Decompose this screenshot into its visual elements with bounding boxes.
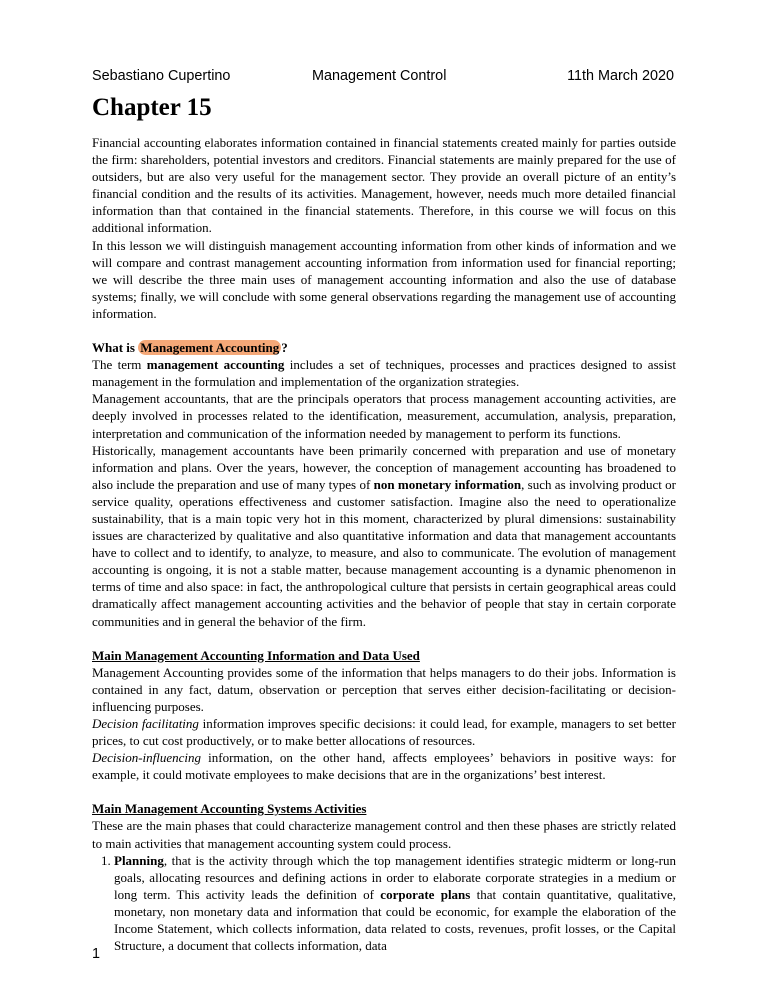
text-run: includes a set of techniques, processes and practices designed to assist management in the formulation and implementation of the organization strategies. xyxy=(92,357,676,390)
section-title-suffix: ? xyxy=(281,340,288,356)
bold-term: non monetary information xyxy=(373,476,522,492)
text-run: , that is the activity through which the top management identifies strategic midterm or long-run goals, allocating resources and defining actions in order to elaborate corporate strategies in a medium or long term. This activity leads the definition of xyxy=(114,852,676,902)
activities-list xyxy=(92,852,676,955)
text-run: information improves specific decisions: it could lead, for example, managers to set better prices, to cut cost productively, or to make better allocations of resources. xyxy=(92,716,677,749)
section-title-management-accounting xyxy=(92,339,676,356)
text-run: information, on the other hand, affects employees’ behaviors in positive ways: for example, it could motivate employees to make decisions that are in the organizations’ best interest. xyxy=(92,750,676,783)
section2-paragraph-2 xyxy=(92,715,676,749)
document-body xyxy=(92,134,676,954)
header-author: Sebastiano Cupertino xyxy=(92,68,231,84)
list-item-planning xyxy=(114,852,676,955)
bold-term: corporate plans xyxy=(380,886,471,902)
text-run: Historically, management accountants have been primarily concerned with preparation and use of monetary information and plans. Over the years, however, the conception of management accounting has broadened to also include the preparation and use of many types of xyxy=(92,442,676,492)
section-title-highlight: Management Accounting xyxy=(140,340,280,356)
section2-paragraph-1: Management Accounting provides some of the information that helps managers to do their jobs. Information is contained in any fact, datum, observation or perception that serves either decision-facilitating or decision-influencing purposes. xyxy=(92,664,676,714)
intro-paragraph-1: Financial accounting elaborates information contained in financial statements created mainly for parties outside the firm: shareholders, potential investors and creditors. Financial statements are mainly prepared for the use of outsiders, but are also very useful for the management sector. They provide an overall picture of an entity’s financial condition and the results of its activities. Management, however, needs much more detailed financial information than that contained in the financial statements. Therefore, in this course we will focus on this additional information. xyxy=(92,135,676,236)
section3-intro: These are the main phases that could characterize management control and then these phases are strictly related to main activities that management accounting system could process. xyxy=(92,818,676,851)
page-number: 1 xyxy=(92,946,101,962)
section-title-prefix: What is xyxy=(92,340,139,356)
bold-term: Planning xyxy=(114,852,164,868)
header-course: Management Control xyxy=(312,68,447,84)
intro-paragraph-2: In this lesson we will distinguish management accounting information from other kinds of information and we will compare and contrast management accounting information from information used for financial reporting; we will describe the three main uses of management accounting information and also the use of database systems; finally, we will conclude with some general observations regarding the management use of accounting information. xyxy=(92,237,676,321)
text-run: The term xyxy=(92,357,147,373)
header-date: 11th March 2020 xyxy=(567,68,674,84)
section-title-systems-activities: Main Management Accounting Systems Activities xyxy=(92,801,367,817)
section2-paragraph-3 xyxy=(92,749,676,783)
section-title-information-data: Main Management Accounting Information and Data Used xyxy=(92,647,420,663)
chapter-title: Chapter 15 xyxy=(92,94,212,121)
italic-term: Decision facilitating xyxy=(92,716,199,731)
section1-paragraph-1 xyxy=(92,356,676,390)
text-run: that contain quantitative, qualitative, monetary, non monetary data and information that could be economic, for example the elaboration of the Income Statement, which collects information, data related to costs, revenues, profit losses, or the Capital Structure, a document that collects information, data xyxy=(114,886,676,954)
section1-paragraph-2: Management accountants, that are the principals operators that process management accounting activities, are deeply involved in processes related to the identification, measurement, accumulation, analysis, preparation, interpretation and communication of the information needed by management to perform its functions. xyxy=(92,391,676,441)
section1-paragraph-3 xyxy=(92,442,676,630)
text-run: , such as involving product or service quality, operations effectiveness and customer satisfaction. Imagine also the need to operationalize sustainability, that is a main topic very hot in this moment, characterized by plural dimensions: sustainability issues are characterized by qualitative and also quantitative information and data that management accountants have to collect and to identify, to analyze, to measure, and also to communicate. The evolution of management accounting is ongoing, it is not a stable matter, because management accounting is a dynamic phenomenon in terms of time and also space: in fact, the anthropological culture that persists in certain geographical areas could dramatically affect management accounting activities and the behavior of people that stay in certain corporate communities and in general the behavior of the firm. xyxy=(92,476,676,629)
bold-term: management accounting xyxy=(146,357,285,373)
italic-term: Decision-influencing xyxy=(92,750,202,766)
